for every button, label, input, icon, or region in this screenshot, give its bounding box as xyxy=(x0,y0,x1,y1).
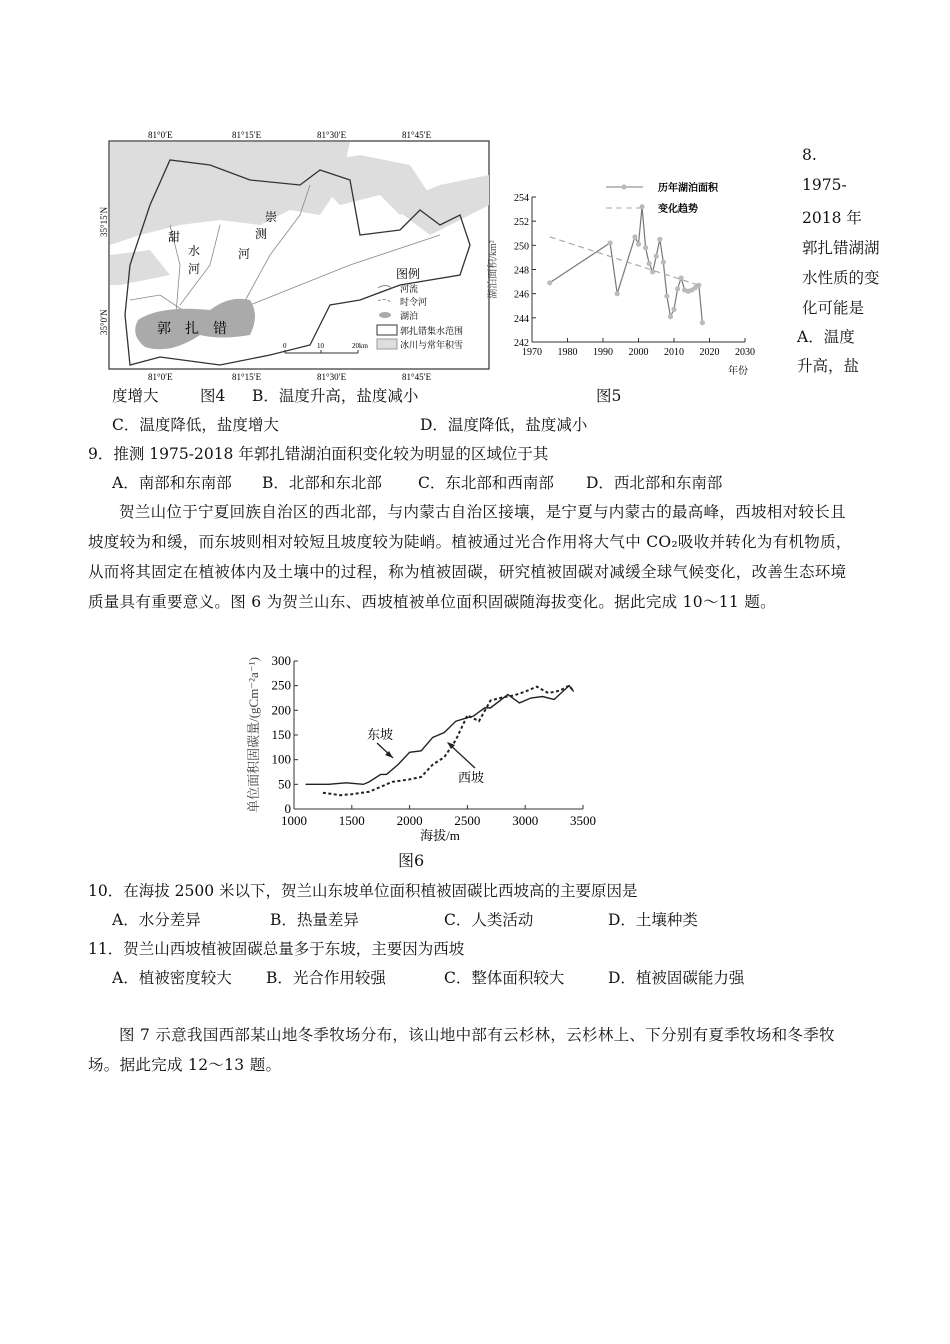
data-point xyxy=(675,286,680,291)
q11-option-a[interactable]: A．植被密度较大 xyxy=(112,969,232,987)
q8-stem-line: 2018 年 xyxy=(802,209,862,227)
y-tick-label: 150 xyxy=(271,727,291,742)
lake-1: 郭 xyxy=(157,322,171,337)
series-line-0 xyxy=(306,686,574,785)
scale-0: 0 xyxy=(283,342,287,350)
annotation-east-slope: 东坡 xyxy=(367,727,394,742)
figure-4-caption: 图4 xyxy=(200,387,226,405)
y-axis-label: 单位面积固碳量/(gCm⁻²a⁻¹) xyxy=(246,657,261,813)
data-point xyxy=(664,293,669,298)
q9-option-d[interactable]: D．西北部和东南部 xyxy=(586,474,723,492)
y-tick-label: 248 xyxy=(514,265,529,277)
series-line-1 xyxy=(323,686,574,796)
q10-option-d[interactable]: D．土壤种类 xyxy=(608,911,698,929)
lake-3: 错 xyxy=(213,322,227,337)
q8-option-d[interactable]: D．温度降低，盐度减小 xyxy=(420,416,588,434)
q8-option-a[interactable]: A．温度 xyxy=(797,328,855,346)
x-axis-label: 海拔/m xyxy=(420,828,460,843)
tianshui-3: 河 xyxy=(188,262,201,276)
x-axis-label: 年份 xyxy=(728,366,748,377)
q9-option-c[interactable]: C．东北部和西南部 xyxy=(418,474,554,492)
y-tick-label: 300 xyxy=(271,653,291,668)
data-point xyxy=(700,320,705,325)
y-tick-label: 250 xyxy=(514,241,529,253)
x-tick-label: 2020 xyxy=(699,347,720,358)
legend-catchment: 郭扎错集水范围 xyxy=(400,326,464,336)
x-tick-label: 3000 xyxy=(512,813,539,828)
q9-option-b[interactable]: B．北部和东北部 xyxy=(262,474,382,492)
y-tick-label: 50 xyxy=(278,776,291,792)
data-point xyxy=(657,237,662,242)
x-tick-label: 2500 xyxy=(454,813,481,828)
chongce-1: 崇 xyxy=(265,210,278,224)
map-left-tick: 35°15′N xyxy=(99,206,109,237)
series-line-0 xyxy=(550,207,703,323)
data-point xyxy=(661,260,666,265)
data-point xyxy=(647,261,652,266)
scale-20: 20km xyxy=(352,342,368,350)
q10-stem: 10．在海拔 2500 米以下，贺兰山东坡单位面积植被固碳比西坡高的主要原因是 xyxy=(88,882,638,900)
legend-lake: 湖泊 xyxy=(400,311,419,321)
series-line-1 xyxy=(550,237,699,285)
q10-option-a[interactable]: A．水分差异 xyxy=(112,911,201,929)
y-tick-label: 200 xyxy=(271,702,291,718)
x-tick-label: 1970 xyxy=(522,347,542,358)
legend-river: 河流 xyxy=(400,284,419,294)
legend-label: 变化趋势 xyxy=(658,204,698,215)
lake-2: 扎 xyxy=(185,322,199,337)
tianshui-1: 甜 xyxy=(168,230,181,244)
q8-option-a[interactable]: 升高，盐 xyxy=(797,357,860,375)
data-point xyxy=(615,291,620,296)
map-top-tick: 81°0′E xyxy=(148,130,173,140)
map-figure-4 xyxy=(100,125,500,385)
legend-seasonal-river: 时令河 xyxy=(400,297,428,307)
q11-option-d[interactable]: D．植被固碳能力强 xyxy=(608,969,745,987)
map-bottom-tick: 81°0′E xyxy=(148,372,173,382)
q11-stem: 11．贺兰山西坡植被固碳总量多于东坡，主要因为西坡 xyxy=(88,940,465,958)
data-point xyxy=(608,240,613,245)
q8-option-b[interactable]: B．温度升高，盐度减小 xyxy=(252,387,419,405)
data-point xyxy=(632,234,637,239)
q11-option-c[interactable]: C．整体面积较大 xyxy=(444,969,565,987)
data-point xyxy=(679,275,684,280)
q8-option-c[interactable]: C．温度降低，盐度增大 xyxy=(112,416,279,434)
q8-stem-line: 水性质的变 xyxy=(802,269,880,287)
figure-5-caption: 图5 xyxy=(596,387,622,405)
tianshui-2: 水 xyxy=(188,244,201,258)
legend-marker xyxy=(621,184,626,189)
data-point xyxy=(650,269,655,274)
q8-stem-line: 8. xyxy=(802,146,817,164)
map-top-tick: 81°15′E xyxy=(232,130,262,140)
figure-6-caption: 图6 xyxy=(398,851,425,870)
q8-stem-line: 化可能是 xyxy=(802,299,865,317)
x-tick-label: 3500 xyxy=(570,813,596,828)
x-tick-label: 1500 xyxy=(338,813,365,828)
passage-winter-pasture: 图 7 示意我国西部某山地冬季牧场分布，该山地中部有云杉林，云杉林上、下分别有夏季牧场和冬季牧场。据此完成 12～13 题。 xyxy=(88,1026,835,1074)
data-point xyxy=(668,314,673,319)
y-tick-label: 242 xyxy=(514,338,529,349)
q10-option-c[interactable]: C．人类活动 xyxy=(444,911,534,929)
q8-stem-line: 郭扎错湖湖 xyxy=(802,239,880,257)
x-tick-label: 1980 xyxy=(557,347,578,358)
q9-stem: 9．推测 1975-2018 年郭扎错湖泊面积变化较为明显的区域位于其 xyxy=(88,445,549,463)
legend-label: 历年湖泊面积 xyxy=(658,183,718,194)
chongce-2: 测 xyxy=(255,227,268,241)
scale-10: 10 xyxy=(317,342,324,350)
chart-figure-5 xyxy=(480,170,780,382)
map-left-tick: 35°0′N xyxy=(99,309,109,335)
map-bottom-tick: 81°15′E xyxy=(232,372,262,382)
legend-glacier: 冰川与常年积雪 xyxy=(400,340,464,350)
data-point xyxy=(671,307,676,312)
y-tick-label: 254 xyxy=(514,193,529,204)
y-tick-label: 246 xyxy=(514,289,529,301)
q8-option-a[interactable]: 度增大 xyxy=(112,387,159,405)
x-tick-label: 2000 xyxy=(628,347,649,358)
map-top-tick: 81°30′E xyxy=(317,130,347,140)
map-bottom-tick: 81°45′E xyxy=(402,372,432,382)
annotation-west-slope: 西坡 xyxy=(458,770,485,785)
passage-helan-mountain: 贺兰山位于宁夏回族自治区的西北部，与内蒙古自治区接壤，是宁夏与内蒙古的最高峰，西坡相对较长且坡度较为和缓，而东坡则相对较短且坡度较为陡峭。植被通过光合作用将大气中 CO₂吸收并转化为有机物质，从而将其固定在植被体内及土壤中的过程，称为植被固碳，研究植被固碳对减缓全球气候变化，改善生态环境质量具有重要意义。图 6 为贺兰山东、西坡植被单位面积固碳随海拔变化。据此完成 10～11 题。 xyxy=(88,503,852,611)
q8-stem-line: 1975- xyxy=(802,176,847,194)
x-tick-label: 1000 xyxy=(281,813,307,828)
data-point xyxy=(636,242,641,247)
y-tick-label: 244 xyxy=(514,313,529,325)
data-point xyxy=(547,280,552,285)
y-tick-label: 250 xyxy=(271,677,291,693)
x-tick-label: 2000 xyxy=(396,813,423,828)
q11-option-b[interactable]: B．光合作用较强 xyxy=(266,969,386,987)
chongce-3: 河 xyxy=(238,247,251,261)
data-point xyxy=(643,245,648,250)
y-tick-label: 100 xyxy=(271,751,291,767)
y-tick-label: 0 xyxy=(284,801,291,816)
x-tick-label: 1990 xyxy=(593,347,613,358)
x-tick-label: 2030 xyxy=(735,347,755,358)
q9-option-a[interactable]: A．南部和东南部 xyxy=(112,474,232,492)
chart-figure-6 xyxy=(246,640,596,846)
y-axis-label: 湖泊面积/km² xyxy=(488,240,499,299)
legend-title: 图例 xyxy=(396,267,421,281)
map-bottom-tick: 81°30′E xyxy=(317,372,347,382)
x-tick-label: 2010 xyxy=(664,347,684,358)
data-point xyxy=(654,254,659,259)
y-tick-label: 252 xyxy=(514,217,529,229)
map-top-tick: 81°45′E xyxy=(402,130,432,140)
q10-option-b[interactable]: B．热量差异 xyxy=(270,911,359,929)
